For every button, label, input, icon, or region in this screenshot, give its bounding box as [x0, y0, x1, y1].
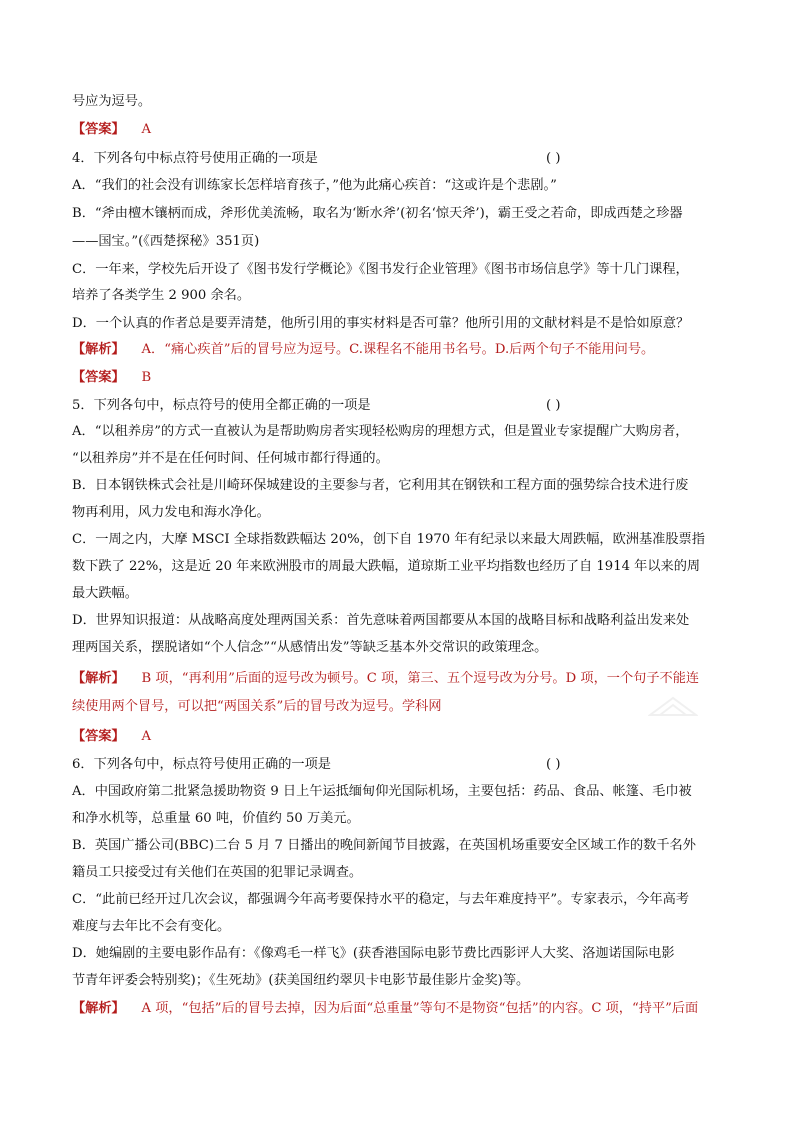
option-d: D．她编剧的主要电影作品有：《像鸡毛一样飞》(获香港国际电影节费比西影评人大奖、洛迦诺国际电影: [72, 946, 675, 961]
option-b: B．“斧由檀木镶柄而成，斧形优美流畅，取名为‘断水斧’(初名‘惊天斧’)，霸王受之若命，即成西楚之珍器: [72, 206, 683, 221]
option-b-cont: 籍员工只接受过有关他们在英国的犯罪记录调查。: [72, 865, 363, 880]
answer-line: [72, 120, 151, 140]
explanation-text: B 项，“再利用”后面的逗号改为顿号。C 项，第三、五个逗号改为分号。D 项，一个句子不能连: [141, 671, 700, 686]
option-c-cont: 难度与去年比不会有变化。: [72, 919, 231, 934]
explanation-line: [72, 669, 699, 689]
option-b: B．日本钢铁株式会社是川崎环保城建设的主要参与者，它利用其在钢铁和工程方面的强势综合技术进行废: [72, 478, 689, 493]
answer-line: [72, 727, 151, 747]
answer-value: A: [141, 729, 152, 744]
question-6-stem: 6．下列各句中，标点符号使用正确的一项是: [72, 757, 331, 772]
explanation-text: A．“痛心疾首”后的冒号应为逗号。C.课程名不能用书名号。D.后两个句子不能用问号。: [141, 342, 655, 357]
text-line: 号应为逗号。: [72, 94, 152, 109]
watermark-logo-icon: [648, 695, 698, 717]
answer-tag: 【答案】: [72, 122, 125, 137]
option-d-cont: 理两国关系，摆脱诸如“个人信念”“从感情出发”等缺乏基本外交常识的政策理念。: [72, 640, 548, 655]
explanation-line: [72, 340, 654, 360]
option-c-cont: 最大跌幅。: [72, 586, 138, 601]
option-a: A．“我们的社会没有训练家长怎样培育孩子，”他为此痛心疾首：“这或许是个悲剧。”: [72, 178, 557, 193]
answer-value: B: [141, 370, 152, 385]
answer-blank: ( ): [546, 757, 561, 772]
explanation-text-cont: 续使用两个冒号，可以把“两国关系”后的冒号改为逗号。学科网: [72, 699, 442, 714]
answer-value: A: [141, 122, 152, 137]
option-c-cont: 培养了各类学生 2 900 余名。: [72, 288, 251, 303]
option-b: B．英国广播公司(BBC)二台 5 月 7 日播出的晚间新闻节目披露，在英国机场重要安全区域工作的数千名外: [72, 838, 696, 853]
option-b-cont: 物再利用，风力发电和海水净化。: [72, 505, 270, 520]
question-5-stem: 5．下列各句中，标点符号的使用全都正确的一项是: [72, 398, 371, 413]
explanation-text: A 项，“包括”后的冒号去掉，因为后面“总重量”等句不是物资“包括”的内容。C 项，“持平”后面: [141, 1001, 699, 1016]
option-d: D．一个认真的作者总是要弄清楚，他所引用的事实材料是否可靠？他所引用的文献材料是不是恰如原意？: [72, 316, 690, 331]
option-a-cont: “以租养房”并不是在任何时间、任何城市都行得通的。: [72, 451, 389, 466]
question-4-stem: [72, 149, 318, 169]
option-d-cont: 节青年评委会特别奖)；《生死劫》(获美国纽约翠贝卡电影节最佳影片金奖)等。: [72, 973, 530, 988]
option-a: A．“以租养房”的方式一直被认为是帮助购房者实现轻松购房的理想方式，但是置业专家提醒广大购房者，: [72, 424, 689, 439]
explanation-tag: 【解析】: [72, 342, 125, 357]
explanation-tag: 【解析】: [72, 1001, 125, 1016]
answer-tag: 【答案】: [72, 729, 125, 744]
explanation-line: [72, 999, 698, 1019]
answer-blank: ( ): [546, 151, 561, 166]
option-c-cont: 数下跌了 22%，这是近 20 年来欧洲股市的周最大跌幅，道琼斯工业平均指数也经历了自 1914 年以来的周: [72, 559, 701, 574]
answer-blank: ( ): [546, 398, 561, 413]
question-text: 4．下列各句中标点符号使用正确的一项是: [72, 151, 318, 166]
option-c: C．“此前已经开过几次会议，都强调今年高考要保持水平的稳定，与去年难度持平”。专家表示，今年高考: [72, 892, 690, 907]
option-a: A．中国政府第二批紧急援助物资 9 日上午运抵缅甸仰光国际机场，主要包括：药品、食品、帐篷、毛巾被: [72, 784, 692, 799]
answer-line: [72, 368, 151, 388]
option-c: C．一年来，学校先后开设了《图书发行学概论》《图书发行企业管理》《图书市场信息学》等十几门课程，: [72, 262, 689, 277]
option-c: C．一周之内，大摩 MSCI 全球指数跌幅达 20%，创下自 1970 年有纪录以来最大周跌幅，欧洲基准股票指: [72, 532, 705, 547]
answer-tag: 【答案】: [72, 370, 125, 385]
option-b-cont: ——国宝。”(《西楚探秘》351页): [72, 234, 260, 249]
explanation-tag: 【解析】: [72, 671, 125, 686]
option-a-cont: 和净水机等，总重量 60 吨，价值约 50 万美元。: [72, 811, 360, 826]
option-d: D．世界知识报道：从战略高度处理两国关系：首先意味着两国都要从本国的战略目标和战略利益出发来处: [72, 613, 690, 628]
